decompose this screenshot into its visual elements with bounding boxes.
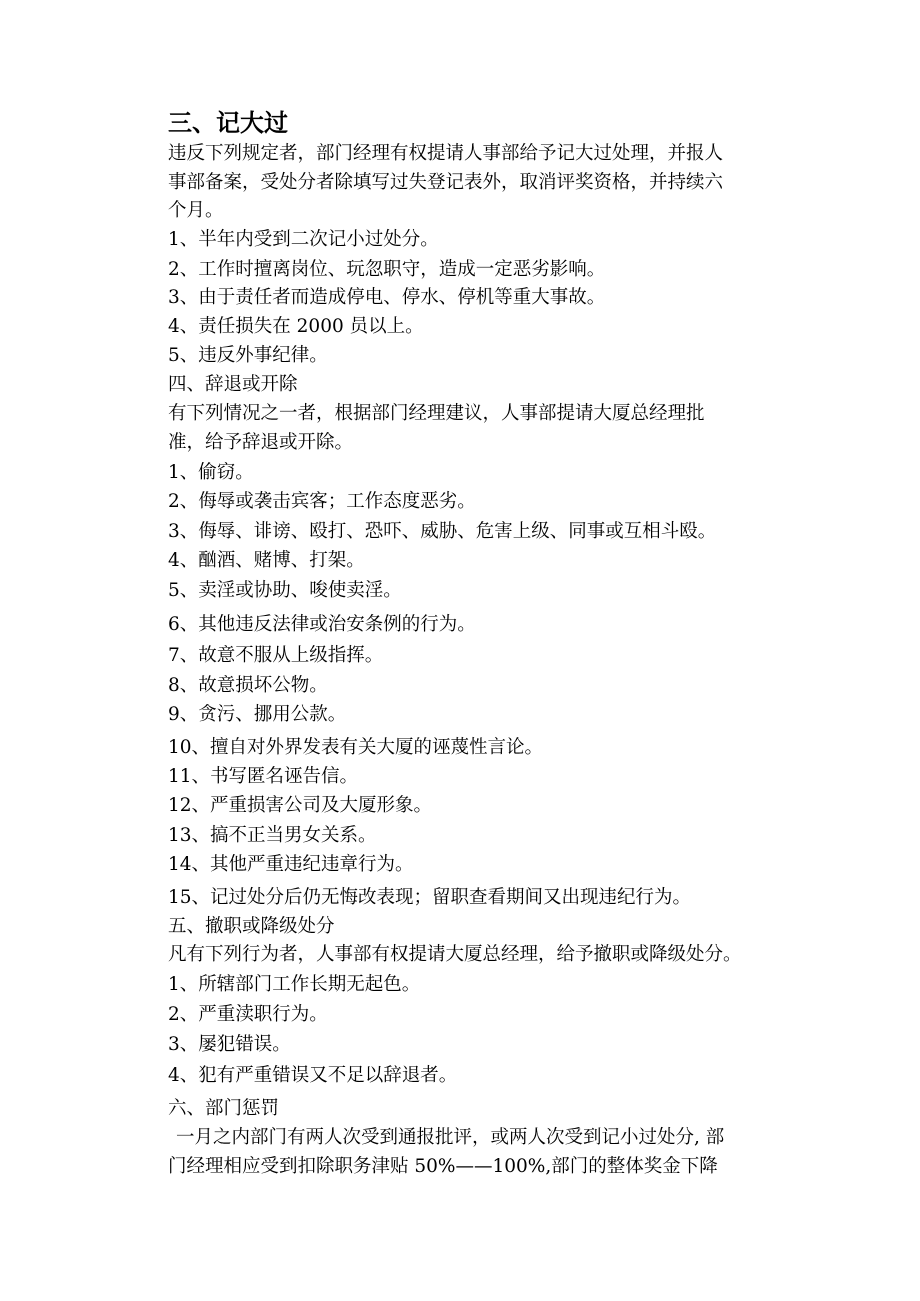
section-3-title: 三、记大过: [168, 108, 288, 137]
section-4-item: 6、其他违反法律或治安条例的行为。: [168, 614, 476, 635]
section-4-item: 1、偷窃。: [168, 462, 254, 483]
section-4-item: 10、擅自对外界发表有关大厦的诬蔑性言论。: [168, 737, 544, 758]
section-5-item: 4、犯有严重错误又不足以辞退者。: [168, 1065, 458, 1086]
section-5-intro: 凡有下列行为者，人事部有权提请大厦总经理，给予撤职或降级处分。: [168, 944, 742, 965]
section-3-intro-line: 个月。: [168, 200, 224, 221]
section-4-item: 8、故意损坏公物。: [168, 675, 328, 696]
section-5-item: 1、所辖部门工作长期无起色。: [168, 974, 421, 995]
section-3-intro-line: 违反下列规定者，部门经理有权提请人事部给予记大过处理，并报人: [168, 143, 724, 164]
section-4-item: 4、酗酒、赌博、打架。: [168, 550, 365, 571]
section-4-title: 四、辞退或开除: [168, 374, 298, 395]
section-3-intro-line: 事部备案，受处分者除填写过失登记表外，取消评奖资格，并持续六: [168, 172, 724, 193]
section-6-intro-line: 一月之内部门有两人次受到通报批评，或两人次受到记小过处分, 部: [176, 1127, 725, 1148]
section-4-item: 12、严重损害公司及大厦形象。: [168, 795, 433, 816]
section-4-item: 2、侮辱或袭击宾客；工作态度恶劣。: [168, 491, 476, 512]
section-6-intro-line: 门经理相应受到扣除职务津贴 50%——100%,部门的整体奖金下降: [168, 1156, 718, 1177]
section-4-item: 9、贪污、挪用公款。: [168, 704, 347, 725]
section-4-item: 7、故意不服从上级指挥。: [168, 645, 384, 666]
section-4-item: 13、搞不正当男女关系。: [168, 825, 377, 846]
section-3-item: 4、责任损失在 2000 员以上。: [168, 316, 424, 337]
section-4-item: 5、卖淫或协助、唆使卖淫。: [168, 580, 402, 601]
section-3-item: 2、工作时擅离岗位、玩忽职守，造成一定恶劣影响。: [168, 259, 606, 280]
section-3-item: 1、半年内受到二次记小过处分。: [168, 229, 439, 250]
section-4-item: 15、记过处分后仍无悔改表现；留职查看期间又出现违纪行为。: [168, 887, 692, 908]
section-4-intro-line: 有下列情况之一者，根据部门经理建议，人事部提请大厦总经理批: [168, 403, 705, 424]
section-6-title: 六、部门惩罚: [168, 1098, 280, 1119]
section-5-item: 3、屡犯错误。: [168, 1034, 291, 1055]
section-3-item: 5、违反外事纪律。: [168, 345, 328, 366]
section-5-item: 2、严重渎职行为。: [168, 1004, 328, 1025]
section-5-title: 五、撤职或降级处分: [168, 916, 335, 937]
section-4-item: 3、侮辱、诽谤、殴打、恐吓、威胁、危害上级、同事或互相斗殴。: [168, 521, 717, 542]
section-3-item: 3、由于责任者而造成停电、停水、停机等重大事故。: [168, 287, 606, 308]
section-4-item: 11、书写匿名诬告信。: [168, 766, 359, 787]
section-4-item: 14、其他严重违纪违章行为。: [168, 854, 414, 875]
section-4-intro-line: 准，给予辞退或开除。: [168, 432, 354, 453]
